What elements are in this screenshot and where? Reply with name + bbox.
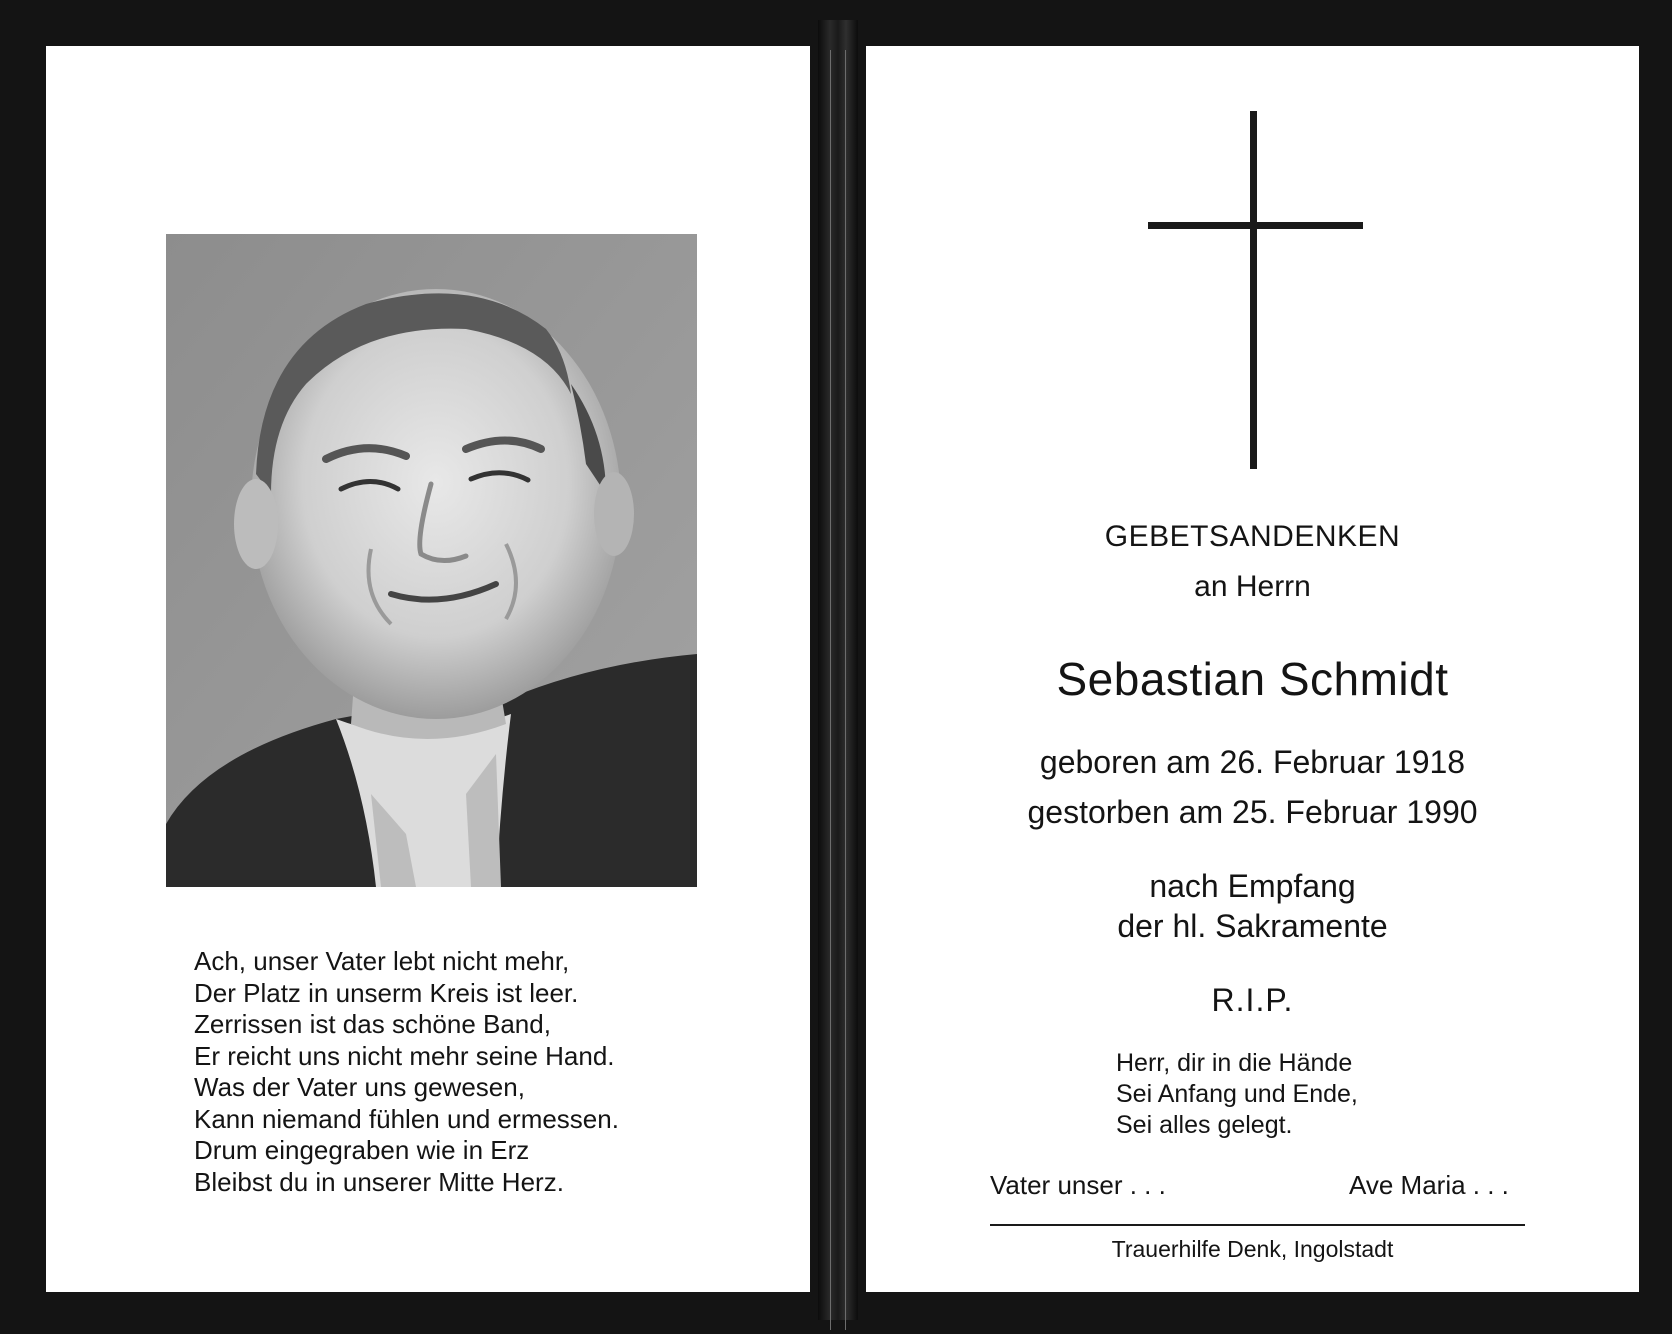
- ave-maria-text: Ave Maria . . .: [1349, 1170, 1509, 1200]
- portrait-photo: [166, 234, 697, 887]
- spine-edge-line: [830, 50, 831, 1330]
- poem-line: Er reicht uns nicht mehr seine Hand.: [194, 1040, 615, 1071]
- prayer-line: Herr, dir in die Hände: [1116, 1049, 1353, 1077]
- card-heading: GEBETSANDENKEN: [1104, 520, 1401, 553]
- prayer-line: Sei Anfang und Ende,: [1116, 1080, 1358, 1108]
- deceased-name: Sebastian Schmidt: [1056, 653, 1449, 705]
- death-date: gestorben am 25. Februar 1990: [1027, 794, 1478, 830]
- salutation: an Herrn: [1194, 570, 1311, 603]
- cross-horizontal-bar: [1148, 222, 1363, 229]
- prayer-verse: [1116, 1048, 1358, 1141]
- poem-line: Was der Vater uns gewesen,: [194, 1072, 525, 1102]
- portrait-illustration: [166, 234, 697, 887]
- rip-text: R.I.P.: [1211, 982, 1294, 1018]
- prayer-line: Sei alles gelegt.: [1116, 1111, 1293, 1139]
- vater-unser-text: Vater unser . . .: [990, 1170, 1166, 1200]
- poem-line: Ach, unser Vater lebt nicht mehr,: [194, 946, 570, 976]
- card-fold-spine: [818, 20, 858, 1320]
- divider-line: [990, 1224, 1525, 1226]
- sacraments-line-2: der hl. Sakramente: [1117, 908, 1388, 944]
- poem-line: Kann niemand fühlen und ermessen.: [194, 1103, 619, 1134]
- birth-date: geboren am 26. Februar 1918: [1039, 744, 1466, 780]
- memorial-poem: [194, 946, 754, 1198]
- cross-vertical-bar: [1250, 111, 1257, 469]
- spine-edge-line: [845, 50, 846, 1330]
- poem-line: Drum eingegraben wie in Erz: [194, 1135, 530, 1165]
- poem-line: Der Platz in unserm Kreis ist leer.: [194, 977, 579, 1008]
- sacraments-line-1: nach Empfang: [1149, 868, 1356, 904]
- printer-credit: Trauerhilfe Denk, Ingolstadt: [1111, 1236, 1394, 1262]
- poem-line: Bleibst du in unserer Mitte Herz.: [194, 1166, 564, 1197]
- poem-line: Zerrissen ist das schöne Band,: [194, 1009, 551, 1039]
